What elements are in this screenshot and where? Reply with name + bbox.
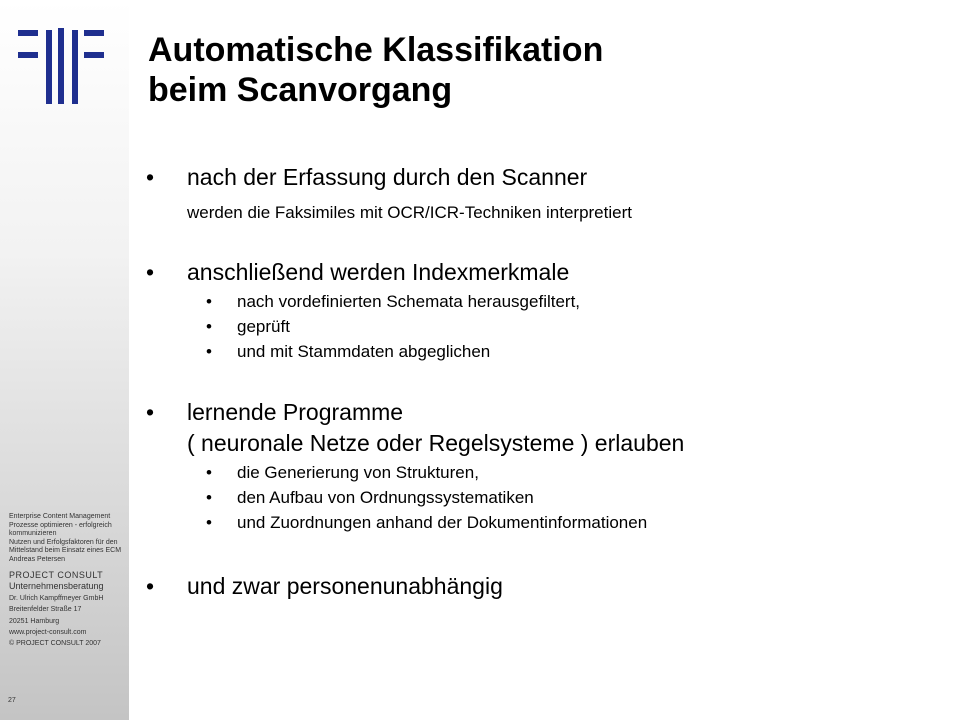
- sub-bullet-text: und Zuordnungen anhand der Dokumentinformationen: [237, 513, 648, 532]
- bullet-continuation: werden die Faksimiles mit OCR/ICR-Techniken interpretiert: [187, 203, 632, 222]
- sidebar-footer: [9, 513, 127, 649]
- bullet-dot: •: [146, 259, 155, 285]
- sidebar: [0, 0, 129, 720]
- page-number: 27: [8, 697, 16, 704]
- bullet-text: und zwar personenunabhängig: [187, 573, 503, 599]
- footer-author: Andreas Petersen: [9, 555, 66, 563]
- sub-bullet-dot: •: [206, 342, 212, 361]
- bullet-text: lernende Programme: [187, 399, 404, 425]
- sub-bullet-dot: •: [206, 513, 212, 532]
- bullet-dot: •: [146, 399, 155, 425]
- sub-bullet-text: und mit Stammdaten abgeglichen: [237, 342, 491, 361]
- sub-bullet-dot: •: [206, 463, 212, 482]
- sub-bullet-text: nach vordefinierten Schemata herausgefiltert,: [237, 292, 581, 311]
- title-line: Automatische Klassifikation: [148, 31, 604, 69]
- title-line: beim Scanvorgang: [148, 71, 453, 109]
- bullet-text: nach der Erfassung durch den Scanner: [187, 164, 588, 190]
- bullet-dot: •: [146, 573, 155, 599]
- footer-line: Nutzen und Erfolgsfaktoren für den Mittelstand beim Einsatz eines ECM: [9, 538, 122, 554]
- footer-line: Prozesse optimieren - erfolgreich kommunizieren: [9, 521, 112, 537]
- bullet-text: anschließend werden Indexmerkmale: [187, 259, 570, 285]
- address-line: Breitenfelder Straße 17: [9, 606, 82, 614]
- sub-bullet-text: die Generierung von Strukturen,: [237, 463, 479, 482]
- brand-subtitle: Unternehmensberatung: [9, 581, 104, 591]
- sub-bullet-dot: •: [206, 317, 212, 336]
- address-line: 20251 Hamburg: [9, 617, 60, 625]
- sub-bullet-text: geprüft: [237, 317, 290, 336]
- bullet-dot: •: [146, 164, 155, 190]
- footer-line: Enterprise Content Management: [9, 513, 111, 520]
- copyright: © PROJECT CONSULT 2007: [9, 640, 101, 648]
- address-line: Dr. Ulrich Kampffmeyer GmbH: [9, 595, 104, 602]
- slide-title: [148, 30, 603, 110]
- sub-bullet-dot: •: [206, 488, 212, 507]
- sub-bullet-dot: •: [206, 292, 212, 311]
- brand-name: PROJECT CONSULT: [9, 570, 104, 580]
- website-link: www.project-consult.com: [9, 628, 87, 636]
- bullet-text-continuation: ( neuronale Netze oder Regelsysteme ) erlauben: [187, 430, 685, 456]
- sub-bullet-text: den Aufbau von Ordnungssystematiken: [237, 488, 534, 507]
- project-consult-logo: [18, 28, 106, 106]
